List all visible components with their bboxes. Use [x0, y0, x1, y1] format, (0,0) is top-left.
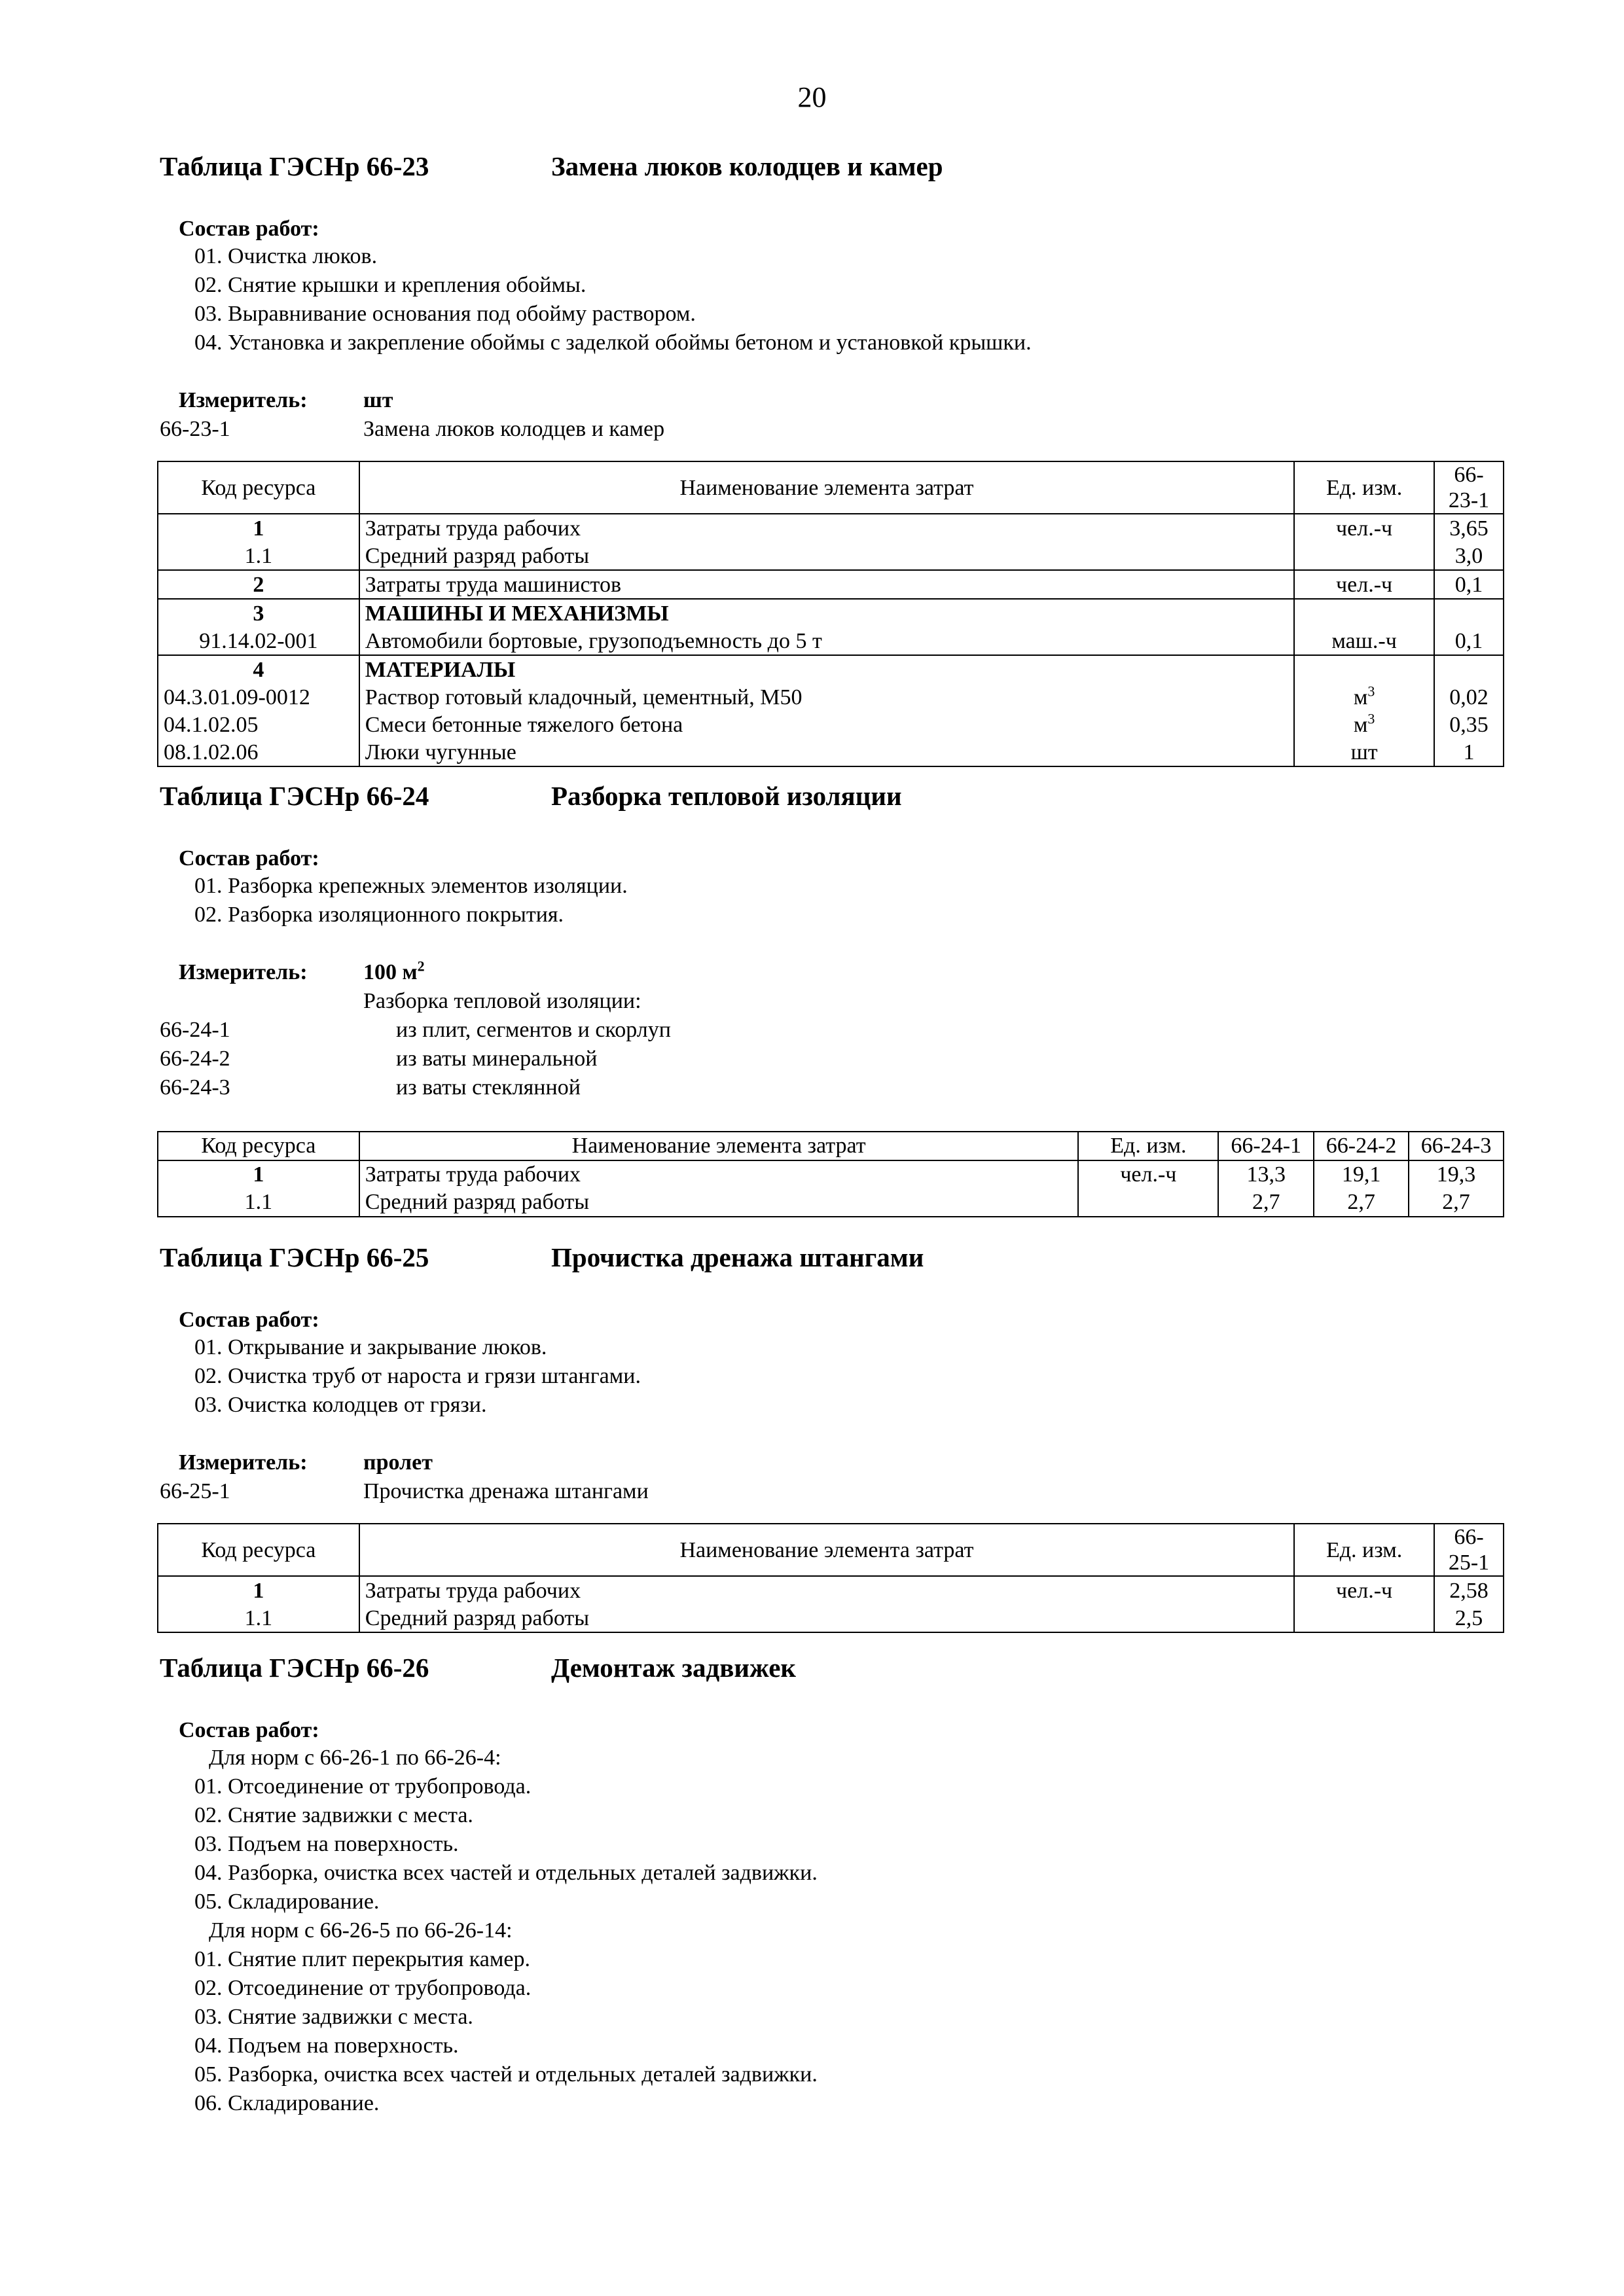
section-title	[157, 149, 1506, 186]
norm-code: 66-23-1	[160, 417, 230, 441]
measure-unit: 100 $м^2$	[363, 958, 425, 984]
norm-code: 66-24-2	[160, 1047, 230, 1071]
cell-unit	[1294, 1604, 1434, 1632]
work-composition-label: Состав работ:	[179, 846, 319, 870]
section-title	[157, 1651, 1506, 1687]
cell-value: 13,3	[1218, 1160, 1314, 1189]
table-row	[158, 655, 1504, 683]
table-row	[158, 683, 1504, 711]
table-number: Таблица ГЭСНр 66-24	[160, 781, 429, 811]
cell-code: 04.3.01.09-0012	[158, 683, 359, 711]
cell-name: Средний разряд работы	[359, 1189, 1079, 1217]
cell-name: Затраты труда рабочих	[359, 514, 1294, 542]
cell-value: 2,7	[1218, 1189, 1314, 1217]
measure-unit: шт	[363, 388, 393, 412]
section-title	[157, 779, 1506, 816]
cell-value: 2,7	[1409, 1189, 1504, 1217]
table-row	[158, 1576, 1504, 1604]
table-name: Демонтаж задвижек	[551, 1653, 797, 1683]
work-list	[194, 1744, 1506, 2118]
header-norm: 66-25-1	[1434, 1524, 1504, 1576]
cell-value: 3,0	[1434, 542, 1504, 570]
norm-description: Замена люков колодцев и камер	[363, 417, 665, 441]
page-number: 20	[797, 81, 827, 113]
cell-value	[1434, 599, 1504, 627]
work-item: 05. Складирование.	[194, 1890, 380, 1914]
table-row	[158, 711, 1504, 738]
header-code: Код ресурса	[158, 1524, 359, 1576]
work-item: 01. Отсоединение от трубопровода.	[194, 1774, 532, 1799]
header-name: Наименование элемента затрат	[359, 1132, 1079, 1160]
cell-unit	[1294, 655, 1434, 683]
section-66-23	[157, 149, 1506, 767]
cell-value: 19,3	[1409, 1160, 1504, 1189]
cell-name: Затраты труда рабочих	[359, 1576, 1294, 1604]
table-row	[158, 1160, 1504, 1189]
table-number: Таблица ГЭСНр 66-23	[160, 151, 429, 181]
cell-unit: чел.-ч	[1294, 570, 1434, 599]
norm-range-heading: Для норм с 66-26-1 по 66-26-4:	[209, 1746, 501, 1770]
work-item: 03. Выравнивание основания под обойму раствором.	[194, 302, 696, 326]
cell-value	[1434, 655, 1504, 683]
work-item: 01. Очистка люков.	[194, 244, 378, 268]
work-item: 04. Подъем на поверхность.	[194, 2034, 459, 2058]
work-item: 01. Разборка крепежных элементов изоляции.	[194, 874, 628, 898]
measure-label: Измеритель:	[179, 960, 308, 984]
header-norm: 66-23-1	[1434, 461, 1504, 514]
header-unit: Ед. изм.	[1294, 461, 1434, 514]
table-row	[158, 570, 1504, 599]
cell-value: 2,58	[1434, 1576, 1504, 1604]
work-list	[194, 242, 1506, 357]
cell-unit: чел.-ч	[1294, 1576, 1434, 1604]
resource-table	[157, 1131, 1504, 1217]
work-item: 03. Подъем на поверхность.	[194, 1832, 459, 1856]
section-66-25	[157, 1240, 1506, 1633]
cell-code: 2	[158, 570, 359, 599]
cell-unit: шт	[1294, 738, 1434, 766]
cell-unit: $м^3$	[1294, 711, 1434, 738]
header-norm: 66-24-3	[1409, 1132, 1504, 1160]
cell-unit: маш.-ч	[1294, 627, 1434, 655]
work-item: 05. Разборка, очистка всех частей и отдельных деталей задвижки.	[194, 2062, 818, 2087]
cell-value: 1	[1434, 738, 1504, 766]
table-number: Таблица ГЭСНр 66-26	[160, 1653, 429, 1683]
header-norm: 66-24-1	[1218, 1132, 1314, 1160]
table-row	[158, 514, 1504, 542]
resource-table	[157, 1523, 1504, 1633]
cell-code: 4	[158, 655, 359, 683]
cell-code: 08.1.02.06	[158, 738, 359, 766]
table-row	[158, 599, 1504, 627]
table-name: Прочистка дренажа штангами	[551, 1242, 924, 1272]
cell-name: Средний разряд работы	[359, 1604, 1294, 1632]
cell-code: 1	[158, 1576, 359, 1604]
cell-code: 1	[158, 1160, 359, 1189]
norm-group-description: Разборка тепловой изоляции:	[363, 989, 641, 1013]
header-unit: Ед. изм.	[1078, 1132, 1218, 1160]
work-item: 01. Открывание и закрывание люков.	[194, 1335, 547, 1359]
cell-unit: чел.-ч	[1078, 1160, 1218, 1189]
work-composition-label: Состав работ:	[179, 1718, 319, 1742]
work-item: 03. Снятие задвижки с места.	[194, 2005, 473, 2029]
resource-table	[157, 461, 1504, 767]
work-composition-label: Состав работ:	[179, 217, 319, 241]
cell-value: 19,1	[1314, 1160, 1409, 1189]
section-66-24	[157, 779, 1506, 1217]
header-name: Наименование элемента затрат	[359, 461, 1294, 514]
work-item: 02. Снятие крышки и крепления обоймы.	[194, 273, 586, 297]
table-name: Замена люков колодцев и камер	[551, 151, 943, 181]
cell-unit	[1078, 1189, 1218, 1217]
header-norm: 66-24-2	[1314, 1132, 1409, 1160]
header-code: Код ресурса	[158, 1132, 359, 1160]
cell-value: 2,5	[1434, 1604, 1504, 1632]
norm-range-heading: Для норм с 66-26-5 по 66-26-14:	[209, 1918, 513, 1943]
cell-name: Затраты труда машинистов	[359, 570, 1294, 599]
section-66-26	[157, 1651, 1506, 2118]
table-header	[158, 1132, 1504, 1160]
header-code: Код ресурса	[158, 461, 359, 514]
cell-value: 3,65	[1434, 514, 1504, 542]
cell-name: Люки чугунные	[359, 738, 1294, 766]
cell-name: Средний разряд работы	[359, 542, 1294, 570]
measure-label: Измеритель:	[179, 1450, 308, 1475]
cell-unit: чел.-ч	[1294, 514, 1434, 542]
norm-description: Прочистка дренажа штангами	[363, 1479, 649, 1503]
norm-code: 66-24-1	[160, 1018, 230, 1042]
measure-unit: пролет	[363, 1450, 433, 1475]
table-row	[158, 627, 1504, 655]
cell-value: 0,35	[1434, 711, 1504, 738]
norm-description: из ваты стеклянной	[396, 1075, 581, 1100]
norm-description: из плит, сегментов и скорлуп	[396, 1018, 671, 1042]
cell-unit	[1294, 542, 1434, 570]
work-item: 02. Отсоединение от трубопровода.	[194, 1976, 532, 2000]
cell-name: Смеси бетонные тяжелого бетона	[359, 711, 1294, 738]
work-item: 01. Снятие плит перекрытия камер.	[194, 1947, 531, 1971]
work-item: 06. Складирование.	[194, 2091, 380, 2115]
cell-name: Автомобили бортовые, грузоподъемность до 5 т	[359, 627, 1294, 655]
work-item: 03. Очистка колодцев от грязи.	[194, 1393, 487, 1417]
work-list	[194, 872, 1506, 929]
measure-block	[157, 1448, 1506, 1506]
work-item: 04. Установка и закрепление обоймы с заделкой обоймы бетоном и установкой крышки.	[194, 331, 1032, 355]
cell-code: 1.1	[158, 542, 359, 570]
cell-name: Затраты труда рабочих	[359, 1160, 1079, 1189]
table-row	[158, 1189, 1504, 1217]
work-item: 02. Разборка изоляционного покрытия.	[194, 903, 564, 927]
header-name: Наименование элемента затрат	[359, 1524, 1294, 1576]
cell-code: 1	[158, 514, 359, 542]
norm-code: 66-25-1	[160, 1479, 230, 1503]
work-item: 02. Очистка труб от нароста и грязи штангами.	[194, 1364, 641, 1388]
cell-value: 0,02	[1434, 683, 1504, 711]
table-header	[158, 461, 1504, 514]
measure-block	[157, 386, 1506, 444]
cell-code: 91.14.02-001	[158, 627, 359, 655]
work-item: 04. Разборка, очистка всех частей и отдельных деталей задвижки.	[194, 1861, 818, 1885]
measure-block	[157, 958, 1506, 1102]
work-composition-label: Состав работ:	[179, 1308, 319, 1332]
header-unit: Ед. изм.	[1294, 1524, 1434, 1576]
cell-name: Раствор готовый кладочный, цементный, М50	[359, 683, 1294, 711]
work-item: 02. Снятие задвижки с места.	[194, 1803, 473, 1827]
norm-description: из ваты минеральной	[396, 1047, 598, 1071]
table-row	[158, 738, 1504, 766]
cell-value: 2,7	[1314, 1189, 1409, 1217]
cell-code: 3	[158, 599, 359, 627]
cell-code: 04.1.02.05	[158, 711, 359, 738]
cell-code: 1.1	[158, 1189, 359, 1217]
cell-name: МАТЕРИАЛЫ	[359, 655, 1294, 683]
table-name: Разборка тепловой изоляции	[551, 781, 902, 811]
table-header	[158, 1524, 1504, 1576]
cell-value: 0,1	[1434, 627, 1504, 655]
cell-name: МАШИНЫ И МЕХАНИЗМЫ	[359, 599, 1294, 627]
measure-label: Измеритель:	[179, 388, 308, 412]
norm-code: 66-24-3	[160, 1075, 230, 1100]
cell-code: 1.1	[158, 1604, 359, 1632]
work-list	[194, 1333, 1506, 1420]
table-number: Таблица ГЭСНр 66-25	[160, 1242, 429, 1272]
cell-unit	[1294, 599, 1434, 627]
table-row	[158, 1604, 1504, 1632]
cell-value: 0,1	[1434, 570, 1504, 599]
section-title	[157, 1240, 1506, 1277]
cell-unit: $м^3$	[1294, 683, 1434, 711]
table-row	[158, 542, 1504, 570]
